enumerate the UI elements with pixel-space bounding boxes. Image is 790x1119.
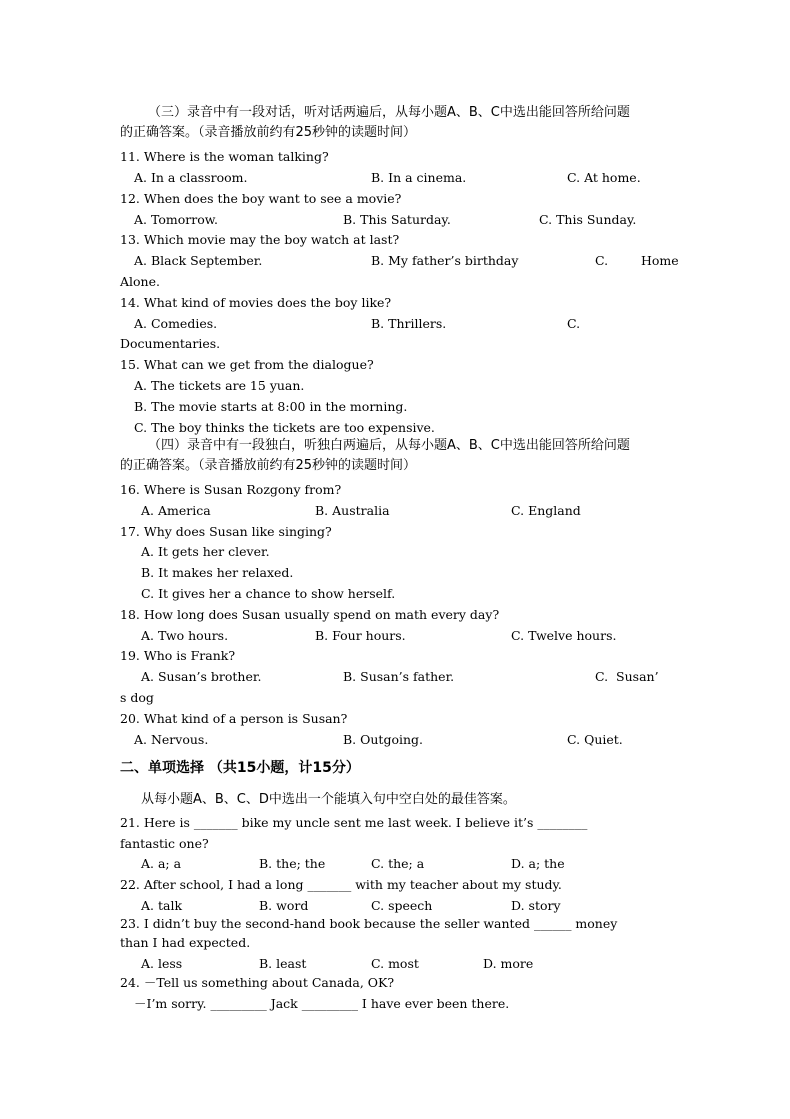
part2-instruction: 从每小题A、B、C、D中选出一个能填入句中空白处的最佳答案。 [141,792,516,807]
question-18-stem: 18. How long does Susan usually spend on math every day? [120,607,500,622]
question-22-option-b: B. word [259,898,309,913]
part2-heading: 二、单项选择 （共15小题，计15分） [120,760,360,776]
question-22-option-a: A. talk [141,898,183,913]
question-19-stem: 19. Who is Frank? [120,648,236,663]
question-24-stem: 24. －Tell us something about Canada, OK? [120,975,395,990]
question-14-stem: 14. What kind of movies does the boy like? [120,295,392,310]
question-17-stem: 17. Why does Susan like singing? [120,524,332,539]
question-21-option-b: B. the; the [259,856,326,871]
question-13-option-b: B. My father’s birthday [371,253,519,268]
question-11-option-c: C. At home. [567,170,641,185]
question-16-option-b: B. Australia [315,503,390,518]
question-22-option-d: D. story [511,898,561,913]
question-12-option-a: A. Tomorrow. [134,212,218,227]
question-20-stem: 20. What kind of a person is Susan? [120,711,348,726]
question-14-option-c: C. [567,316,581,331]
question-16-stem: 16. Where is Susan Rozgony from? [120,482,342,497]
question-21-option-a: A. a; a [141,856,182,871]
question-19-option-a: A. Susan’s brother. [141,669,262,684]
question-14-option-c-cont: Documentaries. [120,336,221,351]
question-20-option-b: B. Outgoing. [343,732,424,747]
question-11-option-a: A. In a classroom. [134,170,248,185]
question-15-stem: 15. What can we get from the dialogue? [120,357,374,372]
section3-intro-line2: 的正确答案。（录音播放前约有25秒钟的读题时间） [120,125,417,140]
question-18-option-a: A. Two hours. [141,628,229,643]
question-20-option-c: C. Quiet. [567,732,623,747]
question-18-option-c: C. Twelve hours. [511,628,617,643]
question-14-option-b: B. Thrillers. [371,316,447,331]
question-24-line2: －I’m sorry. _________ Jack _________ I have ever been there. [134,996,510,1011]
question-11-option-b: B. In a cinema. [371,170,467,185]
section4-intro-line2: 的正确答案。（录音播放前约有25秒钟的读题时间） [120,458,417,473]
question-21-stem: 21. Here is _______ bike my uncle sent me last week. I believe it’s ________ [120,815,588,830]
question-13-option-c: C. [595,253,609,268]
question-11-stem: 11. Where is the woman talking? [120,149,329,164]
question-14-option-a: A. Comedies. [134,316,218,331]
question-22-stem: 22. After school, I had a long _______ with my teacher about my study. [120,877,562,892]
question-19-option-b: B. Susan’s father. [343,669,455,684]
question-13-stem: 13. Which movie may the boy watch at last? [120,232,400,247]
question-21-stem-cont: fantastic one? [120,836,209,851]
question-12-option-c: C. This Sunday. [539,212,637,227]
question-21-option-c: C. the; a [371,856,425,871]
question-21-option-d: D. a; the [511,856,565,871]
question-12-stem: 12. When does the boy want to see a movie? [120,191,402,206]
question-23-stem-cont: than I had expected. [120,935,251,950]
question-13-option-c-cont: Alone. [120,274,160,289]
question-15-option-c: C. The boy thinks the tickets are too expensive. [134,420,435,435]
question-23-option-d: D. more [483,956,534,971]
question-17-option-a: A. It gets her clever. [141,544,270,559]
question-19-option-c-cont: s dog [120,690,154,705]
question-23-option-b: B. least [259,956,307,971]
question-23-option-c: C. most [371,956,419,971]
question-12-option-b: B. This Saturday. [343,212,451,227]
question-18-option-b: B. Four hours. [315,628,406,643]
question-13-option-c-text: Home [641,253,679,268]
question-20-option-a: A. Nervous. [134,732,209,747]
question-23-option-a: A. less [141,956,183,971]
question-16-option-c: C. England [511,503,581,518]
question-17-option-c: C. It gives her a chance to show herself. [141,586,396,601]
question-17-option-b: B. It makes her relaxed. [141,565,294,580]
question-19-option-c: C. Susan’ [595,669,659,684]
question-15-option-a: A. The tickets are 15 yuan. [134,378,305,393]
question-15-option-b: B. The movie starts at 8:00 in the morning. [134,399,408,414]
section4-intro-line1: （四）录音中有一段独白，听独白两遍后，从每小题A、B、C中选出能回答所给问题 [148,438,630,453]
section3-intro-line1: （三）录音中有一段对话，听对话两遍后，从每小题A、B、C中选出能回答所给问题 [148,105,630,120]
question-13-option-a: A. Black September. [134,253,263,268]
question-23-stem: 23. I didn’t buy the second-hand book because the seller wanted ______ money [120,916,618,931]
question-22-option-c: C. speech [371,898,433,913]
question-16-option-a: A. America [141,503,211,518]
